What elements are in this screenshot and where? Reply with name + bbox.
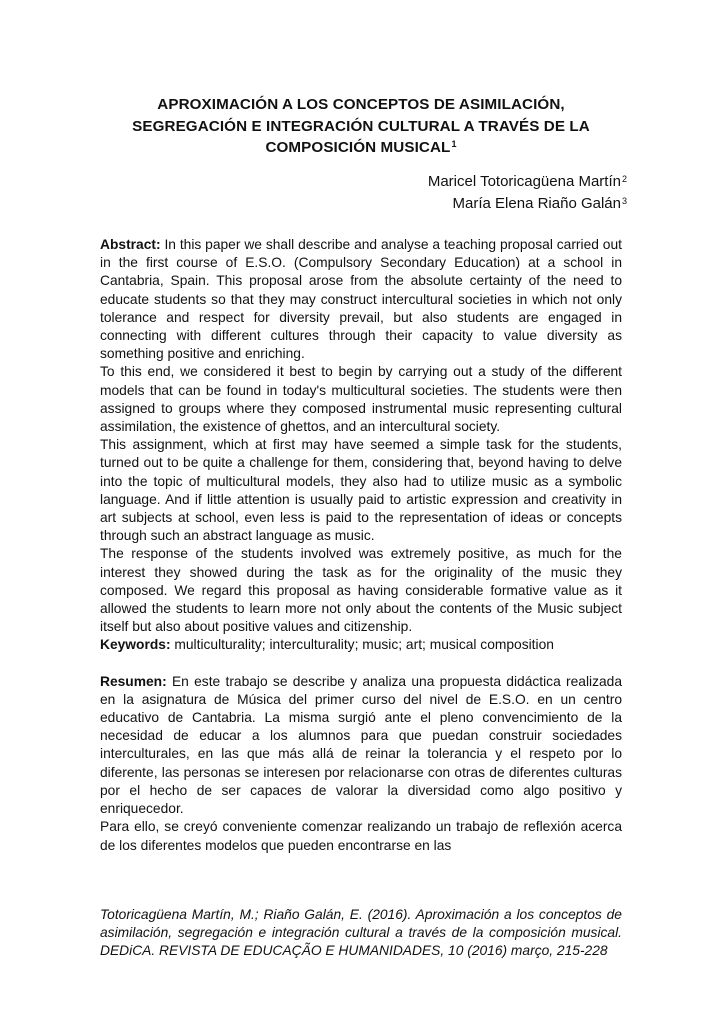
abstract-paragraph-3: This assignment, which at first may have seemed a simple task for the students, turned out to be quite a challenge for them, considering that, beyond having to delve into the topic of multicultural models, they also had to utilize music as a symbolic language. And if little attention is usually paid to artistic expression and creativity in art subjects at school, even less is paid to the representation of ideas or concepts through such an abstract language as music.: [100, 437, 622, 544]
title-line-3: [100, 137, 622, 159]
abstract-paragraph-4: The response of the students involved was extremely positive, as much for the interest they showed during the task as for the originality of the music they composed. We regard this proposal as having considerable formative value as it allowed the students to learn more not only about the contents of the Music subject itself but also about positive values and citizenship.: [100, 546, 622, 635]
keywords-label: Keywords:: [100, 637, 171, 653]
title-line-1: APROXIMACIÓN A LOS CONCEPTOS DE ASIMILACIÓN,: [157, 96, 565, 113]
resumen-label: Resumen:: [100, 673, 167, 689]
title-footnote-marker: 1: [451, 139, 457, 149]
author-2-footnote-marker: 3: [621, 196, 627, 206]
abstract-label: Abstract:: [100, 237, 161, 252]
paper-title: [100, 94, 622, 159]
keywords-line: [100, 636, 622, 654]
resumen-paragraph-1: [100, 673, 622, 819]
abstract-paragraph-1: [100, 236, 622, 363]
author-list: [428, 171, 627, 215]
paper-body: [100, 236, 622, 855]
author-2: [428, 193, 627, 215]
title-line-2: SEGREGACIÓN E INTEGRACIÓN CULTURAL A TRAVÉS DE LA: [132, 117, 590, 135]
citation-footer: Totoricagüena Martín, M.; Riaño Galán, E. (2016). Aproximación a los conceptos de asimilación, segregación e integración cultural a través de la composición musical. DEDiCA. REVISTA DE EDUCAÇÃO E HUMANIDADES, 10 (2016) março, 215-228: [100, 907, 622, 959]
keywords-text: multiculturality; interculturality; music; art; musical composition: [174, 637, 554, 653]
resumen-text-1: En este trabajo se describe y analiza una propuesta didáctica realizada en la asignatura de Música del primer curso del nivel de E.S.O. en un centro educativo de Cantabria. La misma surgió ante el pleno convencimiento de la necesidad de educar a los alumnos para que puedan construir sociedades interculturales, en las que más allá de reinar la tolerancia y el respeto por lo diferente, las personas se interesen por relacionarse con otras de diferentes culturas por el hecho de ser capaces de valorar la diversidad como algo positivo y enriquecedor.: [100, 673, 622, 817]
author-2-name: María Elena Riaño Galán: [452, 195, 621, 212]
author-1-footnote-marker: 2: [621, 174, 627, 184]
abstract-paragraph-2: To this end, we considered it best to begin by carrying out a study of the different models that can be found in today's multicultural societies. The students were then assigned to groups where they composed instrumental music representing cultural assimilation, the existence of ghettos, and an intercultural society.: [100, 364, 622, 435]
author-1-name: Maricel Totoricagüena Martín: [427, 173, 621, 190]
title-line-3-text: COMPOSICIÓN MUSICAL: [265, 139, 451, 156]
resumen-paragraph-2: Para ello, se creyó conveniente comenzar realizando un trabajo de reflexión acerca de los diferentes modelos que pueden encontrarse en las: [100, 819, 622, 853]
author-1: [428, 171, 627, 193]
abstract-text-1: In this paper we shall describe and analyse a teaching proposal carried out in the first course of E.S.O. (Compulsory Secondary Education) at a school in Cantabria, Spain. This proposal arose from the absolute certainty of the need to educate students so that they may construct intercultural societies in which not only tolerance and respect for diversity prevail, but also students are engaged in connecting with different cultures through their capacity to value diversity as something positive and enriching.: [100, 237, 622, 362]
section-gap: [100, 655, 622, 673]
